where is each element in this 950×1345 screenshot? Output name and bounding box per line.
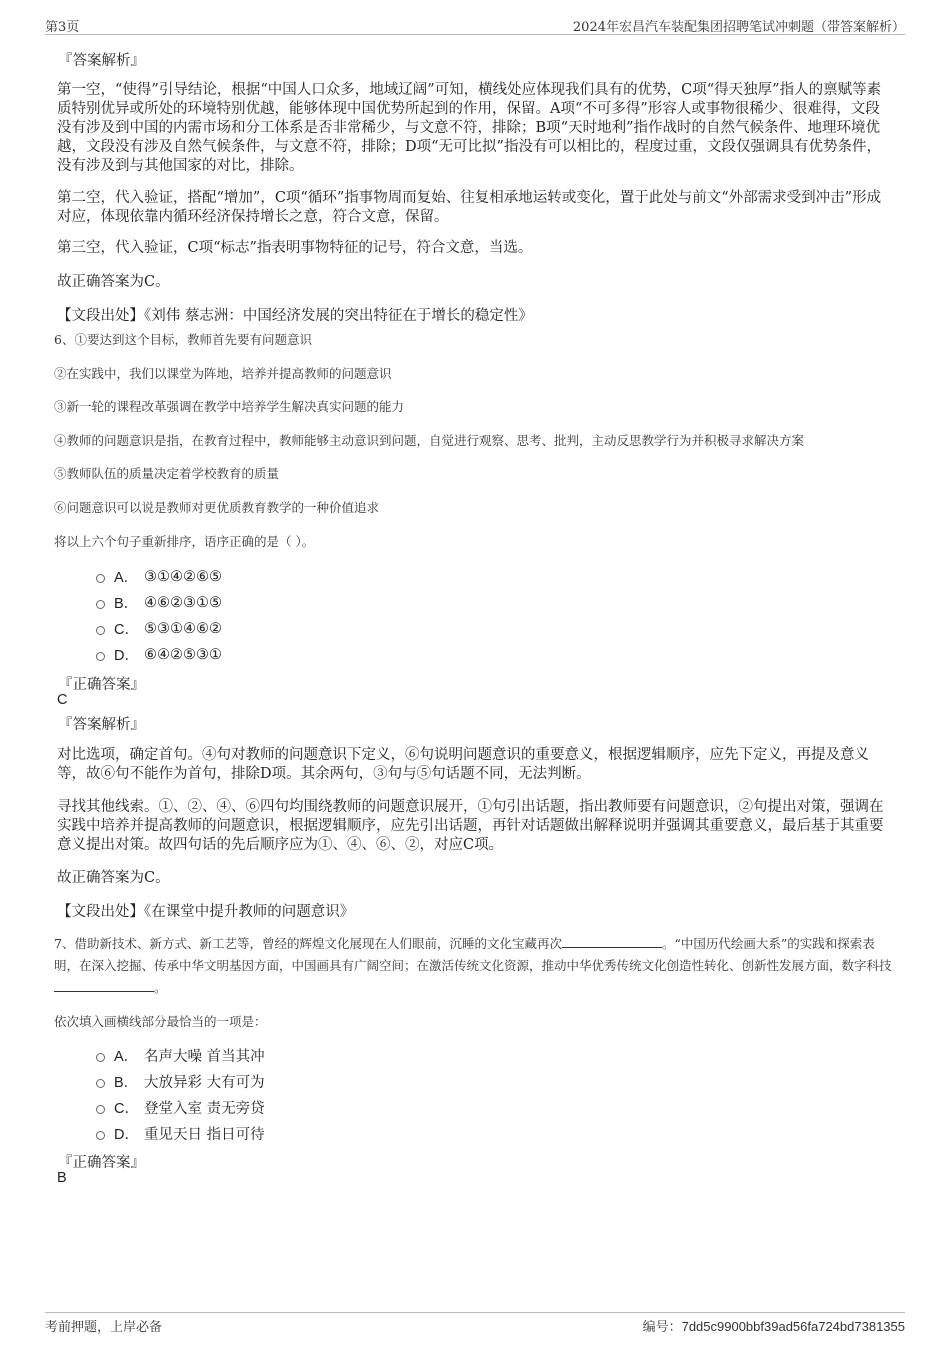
- footer-serial: 编号：7dd5c9900bbf39ad56fa724bd7381355: [642, 1319, 905, 1334]
- q5-source: 【文段出处】《刘伟 蔡志洲：中国经济发展的突出特征在于增长的稳定性》: [57, 308, 533, 324]
- radio-icon[interactable]: [96, 600, 105, 609]
- radio-icon[interactable]: [96, 1105, 105, 1114]
- q7-option-d[interactable]: D． 重见天日 指日可待: [96, 1123, 265, 1144]
- page-number: 第3页: [45, 20, 80, 35]
- q5-analysis-paragraph-2: 第二空，代入验证，搭配“增加”，C项“循环”指事物周而复始、往复相承地运转或变化，置于此处与前文“外部需求受到冲击”形成对应，体现依靠内循环经济保持增长之意，符合文意，保留。: [57, 190, 882, 225]
- q5-analysis-heading: 『答案解析』: [58, 53, 145, 69]
- q6-analysis-paragraph-1: 对比选项，确定首句。④句对教师的问题意识下定义，⑥句说明问题意识的重要意义，根据逻辑顺序，应先下定义，再提及意义等，故⑥句不能作为首句，排除D项。其余两句，③句与⑤句话题不同，无法判断。: [57, 747, 869, 782]
- q6-option-d[interactable]: D． ⑥④②⑤③①: [96, 644, 222, 665]
- q7-prompt: 依次填入画横线部分最恰当的一项是：: [54, 1014, 267, 1029]
- q6-conclusion: 故正确答案为C。: [57, 870, 170, 886]
- q6-stem: 6、①要达到这个目标，教师首先要有问题意识: [54, 332, 312, 347]
- q5-analysis-paragraph-3: 第三空，代入验证，C项“标志”指表明事物特征的记号，符合文意，当选。: [57, 240, 533, 256]
- radio-icon[interactable]: [96, 626, 105, 635]
- q6-sentence-4: ④教师的问题意识是指，在教育过程中，教师能够主动意识到问题，自觉进行观察、思考、批判，主动反思教学行为并积极寻求解决方案: [54, 433, 805, 448]
- q6-sentence-3: ③新一轮的课程改革强调在教学中培养学生解决真实问题的能力: [54, 399, 405, 414]
- blank-2[interactable]: [54, 979, 154, 992]
- q6-option-c[interactable]: C． ⑤③①④⑥②: [96, 618, 222, 639]
- radio-icon[interactable]: [96, 652, 105, 661]
- q6-source: 【文段出处】《在课堂中提升教师的问题意识》: [57, 904, 355, 920]
- q6-correct-answer: C: [57, 692, 68, 708]
- q6-answer-heading: 『正确答案』: [58, 677, 145, 693]
- q6-option-b[interactable]: B． ④⑥②③①⑤: [96, 592, 222, 613]
- q6-analysis-paragraph-2: 寻找其他线索。①、②、④、⑥四句均围绕教师的问题意识展开，①句引出话题，指出教师要有问题意识，②句提出对策，强调在实践中培养并提高教师的问题意识，根据逻辑顺序，应先引出话题，再针对话题做出解释说明并强调其重要意义，最后基于其重要意义提出对策。故四句话的先后顺序应为①、④、⑥、②，对应C项。: [57, 799, 884, 853]
- q7-correct-answer: B: [57, 1170, 67, 1186]
- q5-analysis-paragraph-1: 第一空，“使得”引导结论，根据“中国人口众多，地域辽阔”可知，横线处应体现我们具有的优势，C项“得天独厚”指人的禀赋等素质特别优异或所处的环境特别优越，能够体现中国优势所起到的作用，保留。A项“不可多得”形容人或事物很稀少、很难得，文段没有涉及到中国的内需市场和分工体系是否非常稀少，与文意不符，排除；B项“天时地利”指作战时的自然气候条件、地理环境优越，文段没有涉及自然气候条件，与文意不符，排除；D项“无可比拟”指没有可以相比的，程度过重，文段仅强调具有优势条件，没有涉及到与其他国家的对比，排除。: [57, 82, 882, 174]
- radio-icon[interactable]: [96, 1131, 105, 1140]
- radio-icon[interactable]: [96, 1053, 105, 1062]
- q7-option-c[interactable]: C． 登堂入室 责无旁贷: [96, 1097, 265, 1118]
- page-footer: [45, 1312, 905, 1335]
- q6-sentence-2: ②在实践中，我们以课堂为阵地，培养并提高教师的问题意识: [54, 366, 392, 381]
- radio-icon[interactable]: [96, 574, 105, 583]
- q7-answer-heading: 『正确答案』: [58, 1155, 145, 1171]
- q7-option-b[interactable]: B． 大放异彩 大有可为: [96, 1071, 265, 1092]
- q5-conclusion: 故正确答案为C。: [57, 274, 170, 290]
- q6-sentence-6: ⑥问题意识可以说是教师对更优质教育教学的一种价值追求: [54, 500, 380, 515]
- q6-analysis-heading: 『答案解析』: [58, 717, 145, 733]
- q7-stem: 7、借助新技术、新方式、新工艺等，曾经的辉煌文化展现在人们眼前，沉睡的文化宝藏再次 。“中国历代绘画大系”的实践和探索表明，在深入挖掘、传承中华文明基因方面，中国画具有广阔空间；在激活传统文化资源，推动中华优秀传统文化创造性转化、创新性发展方面，数字科技。: [54, 936, 892, 995]
- footer-slogan: 考前押题，上岸必备: [45, 1320, 163, 1335]
- document-title: 2024年宏昌汽车装配集团招聘笔试冲刺题（带答案解析）: [572, 20, 905, 35]
- q6-prompt: 将以上六个句子重新排序，语序正确的是（ ）。: [54, 534, 315, 549]
- blank-1[interactable]: [562, 935, 662, 948]
- page-header: [45, 14, 905, 35]
- q6-option-a[interactable]: A． ③①④②⑥⑤: [96, 566, 222, 587]
- q6-sentence-5: ⑤教师队伍的质量决定着学校教育的质量: [54, 466, 280, 481]
- radio-icon[interactable]: [96, 1079, 105, 1088]
- q7-option-a[interactable]: A． 名声大噪 首当其冲: [96, 1045, 265, 1066]
